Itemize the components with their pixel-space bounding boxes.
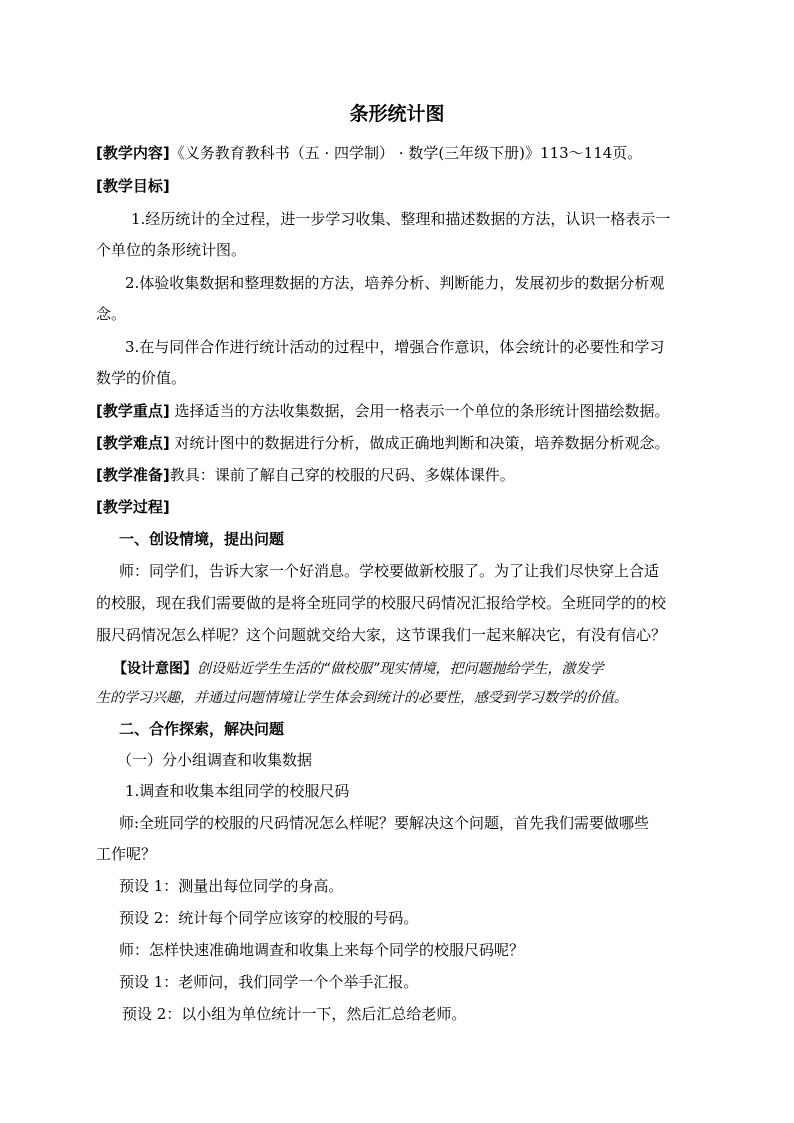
goal-1-line-2: 个单位的条形统计图。 (96, 241, 247, 259)
step-1-heading: 1.调查和收集本组同学的校服尺码 (125, 782, 350, 800)
design-intent-line-1 (113, 659, 604, 679)
paragraph-text: 教具：课前了解自己穿的校服的尺码、多媒体课件。 (169, 466, 515, 484)
teacher-question-line-1: 师:全班同学的校服的尺码情况怎么样呢？要解决这个问题，首先我们需要做哪些 (119, 814, 650, 832)
paragraph-text: 对统计图中的数据进行分析，做成正确地判断和决策，培养数据分析观念。 (169, 434, 670, 452)
subsection-1-heading: （一）分小组调查和收集数据 (117, 751, 313, 769)
goal-3-line-2: 数学的价值。 (96, 369, 187, 387)
teaching-difficulty-line (96, 433, 670, 453)
document-title: 条形统计图 (349, 103, 445, 125)
section-label: [教学目标] (96, 177, 170, 195)
section-heading-text: 一、创设情境，提出问题 (119, 530, 285, 548)
teaching-focus-line (96, 401, 670, 421)
section-label: [教学难点] (96, 434, 170, 452)
teacher-line-3: 服尺码情况怎么样呢？这个问题就交给大家，这节课我们一起来解决它，有没有信心？ (96, 626, 667, 644)
section-label: [教学过程] (96, 498, 170, 516)
teaching-process-heading (96, 497, 170, 517)
teaching-prep-line (96, 465, 515, 485)
design-intent-line-2: 生的学习兴趣，并通过问题情境让学生体会到统计的必要性，感受到学习数学的价值。 (96, 690, 628, 706)
preset-1-line: 预设 1：测量出每位同学的身高。 (119, 877, 344, 895)
teaching-goals-heading (96, 176, 170, 196)
teacher-question-line-2: 工作呢？ (96, 845, 157, 863)
preset-2-line: 预设 2：统计每个同学应该穿的校服的号码。 (119, 909, 419, 927)
paragraph-text: 《义务教育教科书（五 · 四学制） · 数学(三年级下册)》113～114页。 (169, 144, 643, 162)
section-label: [教学准备] (96, 466, 170, 484)
goal-1-line-1: 1.经历统计的全过程，进一步学习收集、整理和描述数据的方法，认识一格表示一 (131, 210, 671, 228)
teacher-question-2-line: 师：怎样快速准确地调查和收集上来每个同学的校服尺码呢？ (119, 941, 525, 959)
teacher-line-1: 师：同学们，告诉大家一个好消息。学校要做新校服了。为了让我们尽快穿上合适 (119, 562, 660, 580)
design-intent-text: 创设贴近学生生活的“做校服”现实情境，把问题抛给学生，激发学 (197, 661, 604, 677)
goal-3-line-1: 3.在与同伴合作进行统计活动的过程中，增强合作意识，体会统计的必要性和学习 (125, 338, 665, 356)
section-1-heading (119, 529, 284, 549)
preset-1b-line: 预设 1：老师问，我们同学一个个举手汇报。 (119, 973, 419, 991)
teacher-line-2: 的校服，现在我们需要做的是将全班同学的校服尺码情况汇报给学校。全班同学的的校 (96, 594, 667, 612)
section-label: [教学重点] (96, 402, 170, 420)
section-heading-text: 二、合作探索，解决问题 (119, 720, 285, 738)
goal-2-line-2: 念。 (96, 305, 127, 323)
section-label: [教学内容] (96, 144, 170, 162)
teaching-content-line (96, 143, 642, 163)
design-intent-label: 【设计意图】 (113, 661, 197, 677)
paragraph-text: 选择适当的方法收集数据，会用一格表示一个单位的条形统计图描绘数据。 (169, 402, 670, 420)
section-2-heading (119, 719, 284, 739)
goal-2-line-1: 2.体验收集数据和整理数据的方法，培养分析、判断能力，发展初步的数据分析观 (125, 274, 665, 292)
preset-2b-line: 预设 2：以小组为单位统计一下，然后汇总给老师。 (122, 1005, 467, 1023)
